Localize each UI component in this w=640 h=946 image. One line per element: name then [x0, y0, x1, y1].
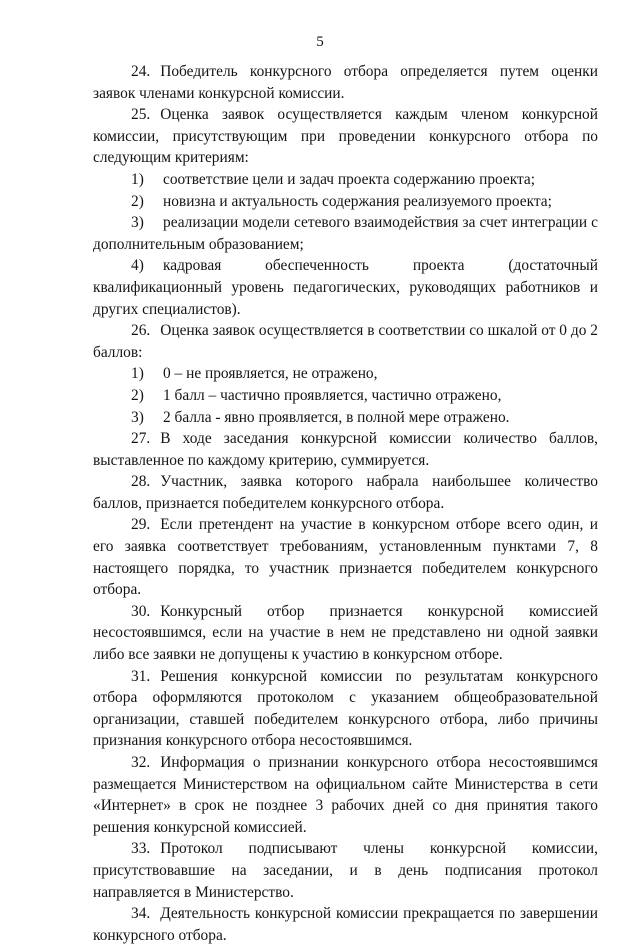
paragraph-text: Протокол подписывают члены конкурсной комиссии, присутствовавшие на заседании, и в день подписания протокол направляется в Министерство. [93, 840, 598, 901]
paragraph-number: 32. [131, 754, 151, 771]
paragraph-30 [93, 601, 598, 666]
item-text: новизна и актуальность содержания реализуемого проекта; [163, 192, 552, 210]
item-text: реализации модели сетевого взаимодействия за счет интеграции с дополнительным образованием; [93, 214, 598, 253]
item-number: 1) [131, 365, 144, 383]
paragraph-number: 25. [131, 106, 151, 124]
criteria-item-3 [93, 212, 598, 255]
score-item-3 [93, 407, 598, 429]
paragraph-27 [93, 428, 598, 471]
paragraph-text: В ходе заседания конкурсной комиссии количество баллов, выставленное по каждому критерию, суммируется. [93, 430, 598, 469]
paragraph-text: Участник, заявка которого набрала наибольшее количество баллов, признается победителем конкурсного отбора. [93, 473, 598, 512]
item-number: 3) [131, 214, 144, 232]
paragraph-31 [93, 666, 598, 752]
item-text: соответствие цели и задач проекта содержанию проекта; [163, 170, 536, 188]
paragraph-text: Оценка заявок осуществляется в соответствии со шкалой от 0 до 2 баллов: [93, 322, 598, 361]
paragraph-number: 30. [131, 602, 151, 620]
criteria-item-1 [93, 169, 598, 191]
paragraph-32 [93, 752, 598, 838]
criteria-item-2 [93, 191, 598, 213]
item-number: 1) [131, 170, 144, 188]
paragraph-24 [93, 61, 598, 104]
item-number: 3) [131, 408, 144, 426]
item-number: 2) [131, 386, 144, 404]
paragraph-text: Решения конкурсной комиссии по результатам конкурсного отбора оформляются протоколом с указанием общеобразовательной организации, ставшей победителем конкурсного отбора, либо причины признания конкурсного отбора несостоявшимся. [93, 667, 598, 750]
score-item-2 [93, 385, 598, 407]
paragraph-25 [93, 104, 598, 169]
page-number: 5 [316, 34, 324, 50]
paragraph-number: 26. [131, 322, 151, 340]
paragraph-text: Если претендент на участие в конкурсном отборе всего один, и его заявка соответствует требованиям, установленным пунктами 7, 8 настоящего порядка, то участник признается победителем конкурсного отбора. [93, 516, 598, 599]
paragraph-number: 28. [131, 473, 151, 491]
criteria-item-4 [93, 255, 598, 320]
paragraph-33 [93, 838, 598, 903]
item-number: 4) [131, 257, 144, 275]
paragraph-28 [93, 471, 598, 514]
paragraph-number: 33. [131, 840, 151, 858]
paragraph-text: Конкурсный отбор признается конкурсной комиссией несостоявшимся, если на участие в нем не представлено ни одной заявки либо все заявки не допущены к участию в конкурсном отборе. [93, 602, 598, 664]
item-text: 0 – не проявляется, не отражено, [163, 365, 378, 383]
document-body [93, 61, 598, 946]
paragraph-number: 27. [131, 430, 151, 448]
paragraph-text: Победитель конкурсного отбора определяется путем оценки заявок членами конкурсной комиссии. [93, 63, 598, 102]
paragraph-number: 29. [131, 516, 151, 534]
paragraph-26 [93, 320, 598, 363]
paragraph-29 [93, 514, 598, 600]
paragraph-number: 34. [131, 905, 151, 923]
paragraph-number: 24. [131, 63, 151, 80]
paragraph-text: Оценка заявок осуществляется каждым членом конкурсной комиссии, присутствующим при проведении конкурсного отбора по следующим критериям: [93, 106, 598, 167]
paragraph-text: Информация о признании конкурсного отбора несостоявшимся размещается Министерством на официальном сайте Министерства в сети «Интернет» в срок не позднее 3 рабочих дней со дня принятия такого решения конкурсной комиссией. [93, 754, 598, 836]
paragraph-text: Деятельность конкурсной комиссии прекращается по завершении конкурсного отбора. [93, 905, 598, 944]
paragraph-34 [93, 903, 598, 946]
item-text: 1 балл – частично проявляется, частично отражено, [163, 386, 502, 404]
item-text: кадровая обеспеченность проекта (достаточный квалификационный уровень педагогических, руководящих работников и других специалистов). [93, 257, 598, 318]
item-text: 2 балла - явно проявляется, в полной мере отражено. [163, 408, 510, 426]
paragraph-number: 31. [131, 667, 151, 685]
item-number: 2) [131, 192, 144, 210]
score-item-1 [93, 363, 598, 385]
